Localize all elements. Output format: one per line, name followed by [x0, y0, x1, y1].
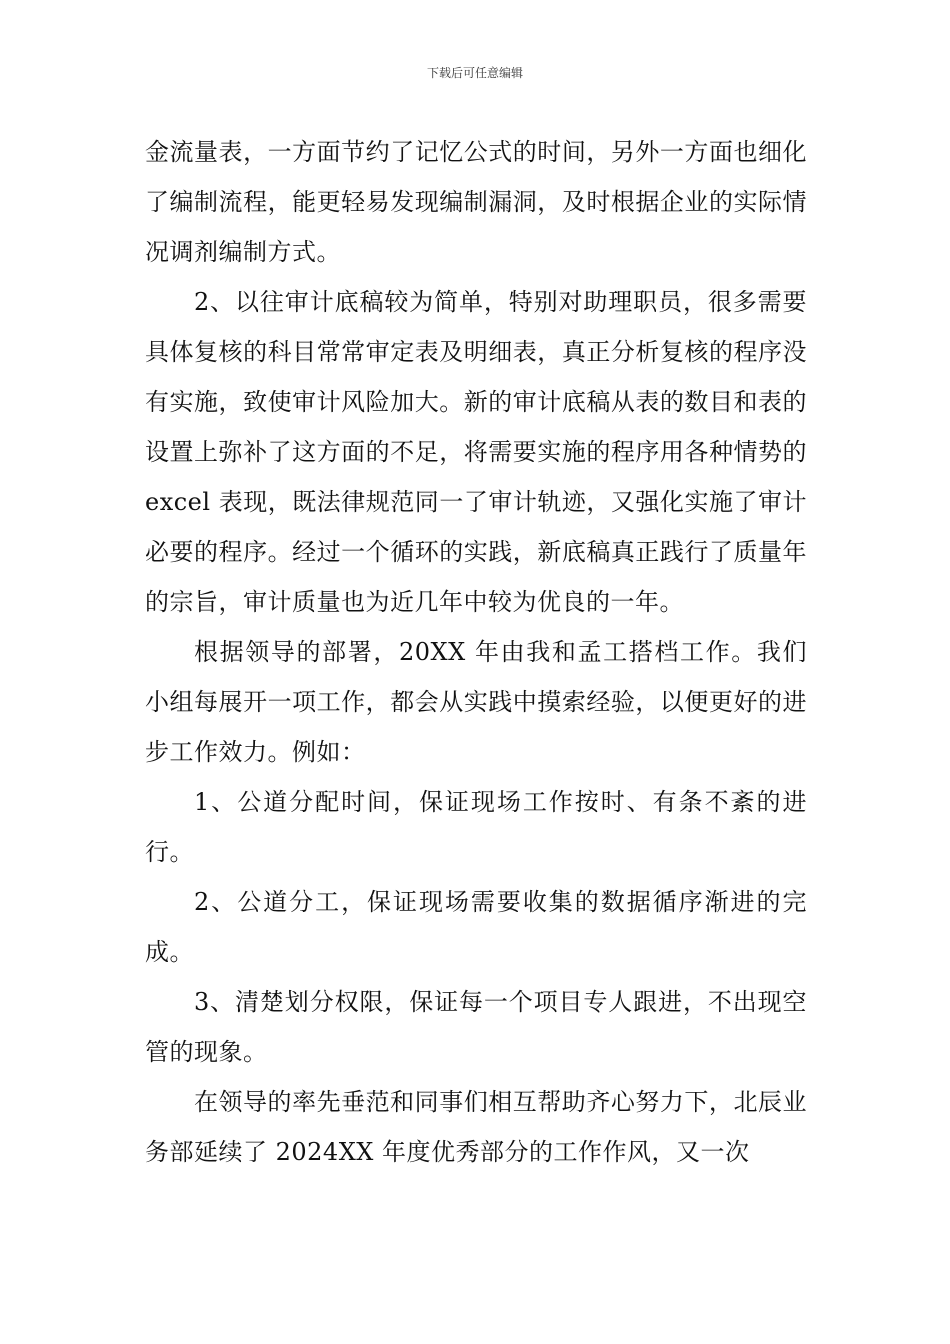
paragraph-3: 根据领导的部署，20XX 年由我和孟工搭档工作。我们小组每展开一项工作，都会从实践中摸索经验，以便更好的进步工作效力。例如： — [145, 638, 807, 766]
document-body — [145, 127, 807, 1177]
paragraph-4: 1、公道分配时间，保证现场工作按时、有条不紊的进行。 — [145, 788, 807, 866]
paragraph-6: 3、清楚划分权限，保证每一个项目专人跟进，不出现空管的现象。 — [145, 988, 807, 1066]
paragraph-7: 在领导的率先垂范和同事们相互帮助齐心努力下，北辰业务部延续了 2024XX 年度优秀部分的工作作风，又一次 — [145, 1088, 807, 1166]
paragraph-2: 2、以往审计底稿较为简单，特别对助理职员，很多需要具体复核的科目常常审定表及明细表，真正分析复核的程序没有实施，致使审计风险加大。新的审计底稿从表的数目和表的设置上弥补了这方面的不足，将需要实施的程序用各种情势的 excel 表现，既法律规范同一了审计轨迹，又强化实施了审计必要的程序。经过一个循环的实践，新底稿真正践行了质量年的宗旨，审计质量也为近几年中较为优良的一年。 — [145, 288, 807, 616]
paragraph-5: 2、公道分工，保证现场需要收集的数据循序渐进的完成。 — [145, 888, 807, 966]
page-header: 下载后可任意编辑 — [426, 66, 523, 80]
paragraph-1: 金流量表，一方面节约了记忆公式的时间，另外一方面也细化了编制流程，能更轻易发现编制漏洞，及时根据企业的实际情况调剂编制方式。 — [145, 138, 807, 266]
